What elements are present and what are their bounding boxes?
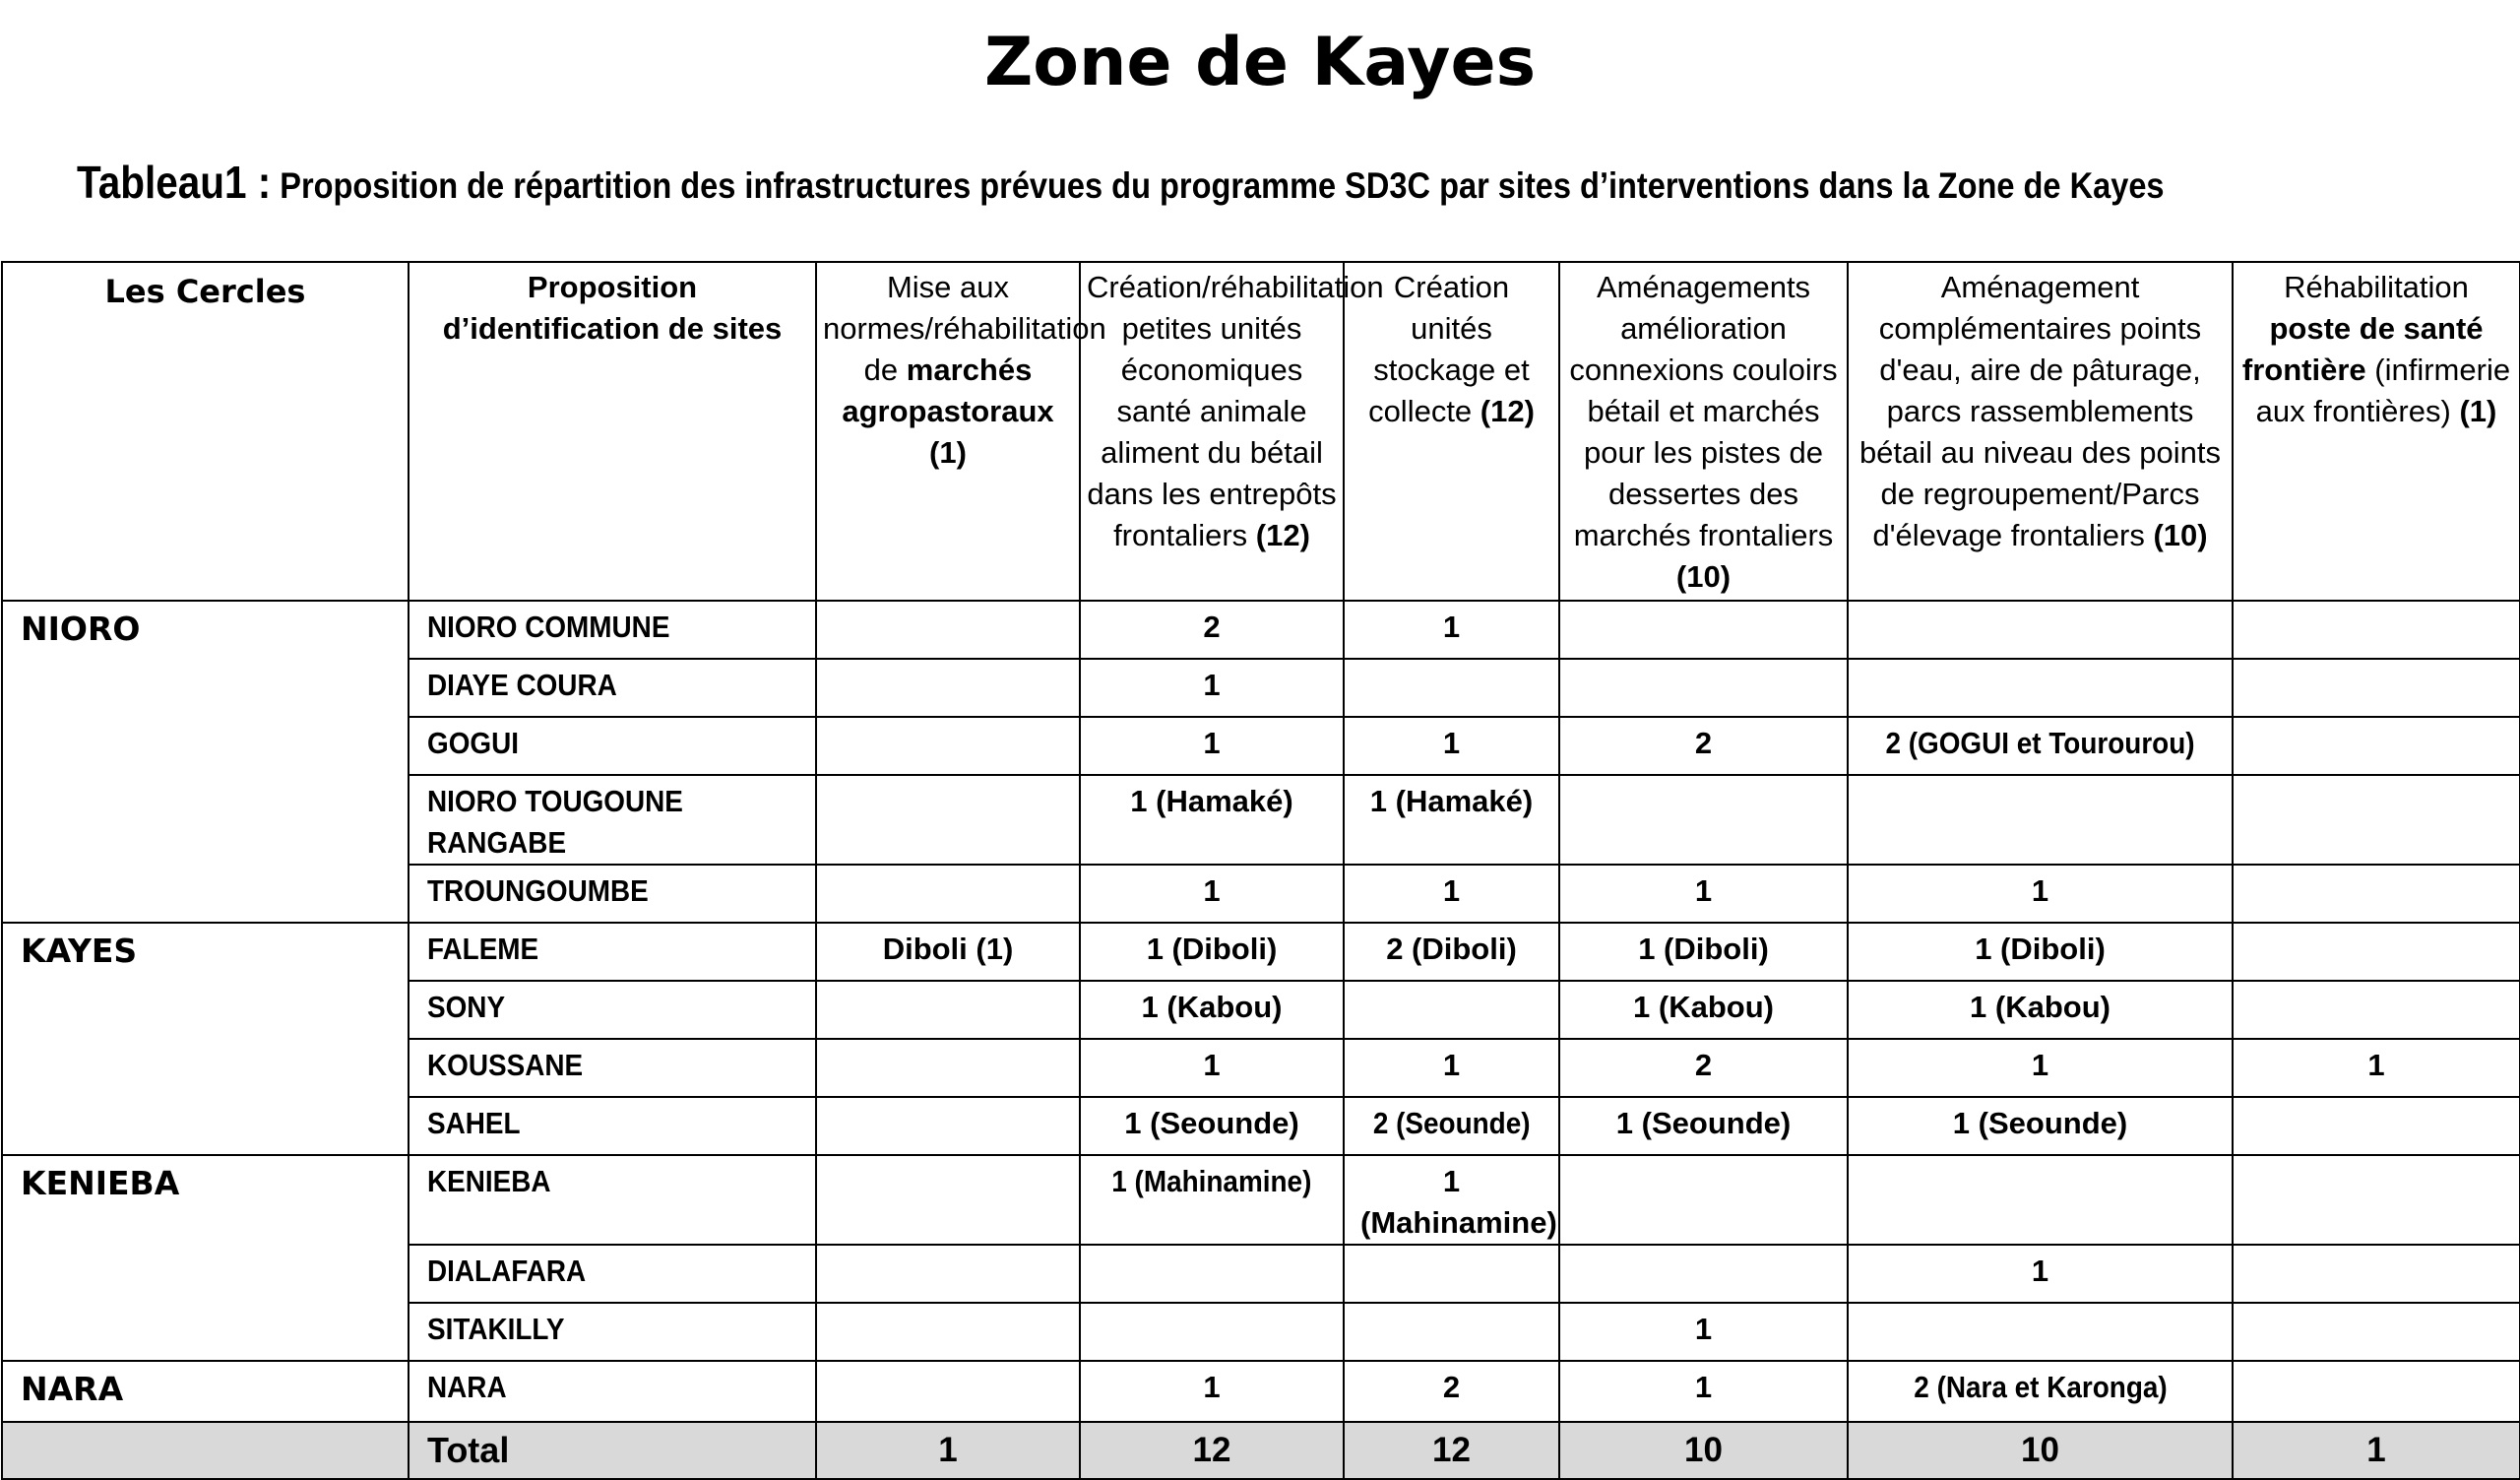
value-cell bbox=[816, 1097, 1080, 1155]
site-cell: TROUNGOUMBE bbox=[409, 865, 816, 923]
value-cell: 1 (Kabou) bbox=[1848, 981, 2233, 1039]
cercle-cell: NARA bbox=[2, 1361, 409, 1422]
site-cell: DIALAFARA bbox=[409, 1245, 816, 1303]
value-cell: 2 (Diboli) bbox=[1344, 923, 1559, 981]
value-cell bbox=[1080, 1303, 1344, 1361]
value-cell bbox=[2233, 923, 2520, 981]
value-cell: 1 (Mahinamine) bbox=[1344, 1155, 1559, 1245]
value-cell bbox=[816, 865, 1080, 923]
table-row bbox=[2, 1155, 2520, 1245]
header-poste-sante: Réhabilitation poste de santé frontière (infirmerie aux frontières) (1) bbox=[2233, 262, 2520, 601]
total-row bbox=[2, 1422, 2520, 1479]
value-cell bbox=[2233, 601, 2520, 659]
value-cell bbox=[2233, 1245, 2520, 1303]
header-stockage: Création unités stockage et collecte (12) bbox=[1344, 262, 1559, 601]
value-cell bbox=[816, 1361, 1080, 1422]
value-cell: 1 bbox=[1344, 1039, 1559, 1097]
value-cell: 1 bbox=[1080, 717, 1344, 775]
header-row bbox=[2, 262, 2520, 601]
value-cell bbox=[1344, 659, 1559, 717]
value-cell bbox=[816, 981, 1080, 1039]
cercle-cell: KENIEBA bbox=[2, 1155, 409, 1361]
value-cell bbox=[1344, 1303, 1559, 1361]
table-row bbox=[2, 601, 2520, 659]
value-cell bbox=[1344, 981, 1559, 1039]
value-cell: 1 (Kabou) bbox=[1080, 981, 1344, 1039]
value-cell bbox=[1080, 1245, 1344, 1303]
value-cell bbox=[2233, 717, 2520, 775]
site-cell: SAHEL bbox=[409, 1097, 816, 1155]
value-cell: 2 (Nara et Karonga) bbox=[1848, 1361, 2233, 1422]
value-cell bbox=[2233, 1303, 2520, 1361]
value-cell bbox=[816, 717, 1080, 775]
cercle-cell: NIORO bbox=[2, 601, 409, 923]
site-cell: NIORO COMMUNE bbox=[409, 601, 816, 659]
value-cell bbox=[2233, 865, 2520, 923]
value-cell: 1 bbox=[1848, 1039, 2233, 1097]
total-value: 12 bbox=[1080, 1422, 1344, 1479]
value-cell: 1 bbox=[1080, 1039, 1344, 1097]
value-cell bbox=[1848, 775, 2233, 865]
site-cell: SONY bbox=[409, 981, 816, 1039]
value-cell: 1 (Seounde) bbox=[1848, 1097, 2233, 1155]
value-cell bbox=[1344, 1245, 1559, 1303]
value-cell: 2 (Seounde) bbox=[1344, 1097, 1559, 1155]
infrastructure-table bbox=[1, 261, 2520, 1480]
value-cell: 2 bbox=[1080, 601, 1344, 659]
value-cell: 1 bbox=[1848, 865, 2233, 923]
table-caption bbox=[77, 156, 2190, 209]
total-value: 12 bbox=[1344, 1422, 1559, 1479]
value-cell: 1 bbox=[1080, 659, 1344, 717]
value-cell bbox=[1559, 601, 1848, 659]
header-amenagements-connexions: Aménagements amélioration connexions couloirs bétail et marchés pour les pistes de dessertes des marchés frontaliers (10) bbox=[1559, 262, 1848, 601]
site-cell: FALEME bbox=[409, 923, 816, 981]
value-cell bbox=[2233, 775, 2520, 865]
value-cell: 2 bbox=[1559, 717, 1848, 775]
header-cercles: Les Cercles bbox=[2, 262, 409, 601]
value-cell: 1 (Diboli) bbox=[1080, 923, 1344, 981]
value-cell: 1 bbox=[1344, 865, 1559, 923]
total-value: 1 bbox=[2233, 1422, 2520, 1479]
value-cell: 2 bbox=[1344, 1361, 1559, 1422]
value-cell bbox=[816, 1039, 1080, 1097]
value-cell bbox=[1848, 601, 2233, 659]
value-cell bbox=[816, 1303, 1080, 1361]
total-label: Total bbox=[409, 1422, 816, 1479]
value-cell: 1 bbox=[2233, 1039, 2520, 1097]
value-cell: 1 bbox=[1344, 601, 1559, 659]
value-cell: Diboli (1) bbox=[816, 923, 1080, 981]
site-cell: KENIEBA bbox=[409, 1155, 816, 1245]
header-marches: Mise aux normes/réhabilitation de marchés agropastoraux (1) bbox=[816, 262, 1080, 601]
value-cell: 1 bbox=[1848, 1245, 2233, 1303]
value-cell bbox=[2233, 1361, 2520, 1422]
value-cell bbox=[1559, 659, 1848, 717]
total-value: 1 bbox=[816, 1422, 1080, 1479]
caption-lead: Tableau1 : bbox=[77, 157, 272, 208]
value-cell: 1 bbox=[1344, 717, 1559, 775]
value-cell bbox=[1848, 1155, 2233, 1245]
total-value: 10 bbox=[1848, 1422, 2233, 1479]
value-cell bbox=[816, 1155, 1080, 1245]
site-cell: NARA bbox=[409, 1361, 816, 1422]
table-row bbox=[2, 923, 2520, 981]
site-cell: NIORO TOUGOUNE RANGABE bbox=[409, 775, 816, 865]
value-cell: 1 (Hamaké) bbox=[1080, 775, 1344, 865]
value-cell bbox=[2233, 981, 2520, 1039]
header-points-eau: Aménagement complémentaires points d'eau, aire de pâturage, parcs rassemblements bétail au niveau des points de regroupement/Parcs d'élevage frontaliers (10) bbox=[1848, 262, 2233, 601]
value-cell bbox=[1559, 1155, 1848, 1245]
header-sites: Proposition d’identification de sites bbox=[409, 262, 816, 601]
value-cell: 1 (Diboli) bbox=[1559, 923, 1848, 981]
value-cell bbox=[1559, 775, 1848, 865]
caption-text: Proposition de répartition des infrastructures prévues du programme SD3C par sites d’interventions dans la Zone de Kayes bbox=[271, 165, 2165, 206]
value-cell: 2 bbox=[1559, 1039, 1848, 1097]
total-empty-cell bbox=[2, 1422, 409, 1479]
table-row bbox=[2, 1361, 2520, 1422]
value-cell bbox=[816, 775, 1080, 865]
value-cell: 1 bbox=[1559, 1361, 1848, 1422]
value-cell bbox=[1848, 659, 2233, 717]
value-cell bbox=[1559, 1245, 1848, 1303]
value-cell: 1 (Seounde) bbox=[1080, 1097, 1344, 1155]
value-cell: 1 (Kabou) bbox=[1559, 981, 1848, 1039]
site-cell: SITAKILLY bbox=[409, 1303, 816, 1361]
page-title: Zone de Kayes bbox=[983, 24, 1537, 101]
site-cell: KOUSSANE bbox=[409, 1039, 816, 1097]
value-cell: 1 (Mahinamine) bbox=[1080, 1155, 1344, 1245]
value-cell bbox=[816, 659, 1080, 717]
site-cell: GOGUI bbox=[409, 717, 816, 775]
header-unites-economiques: Création/réhabilitation petites unités économiques santé animale aliment du bétail dans les entrepôts frontaliers (12) bbox=[1080, 262, 1344, 601]
cercle-cell: KAYES bbox=[2, 923, 409, 1155]
value-cell bbox=[816, 1245, 1080, 1303]
value-cell bbox=[2233, 1097, 2520, 1155]
value-cell: 1 (Seounde) bbox=[1559, 1097, 1848, 1155]
value-cell bbox=[2233, 1155, 2520, 1245]
value-cell: 1 bbox=[1080, 1361, 1344, 1422]
value-cell: 1 bbox=[1559, 865, 1848, 923]
value-cell: 2 (GOGUI et Tourourou) bbox=[1848, 717, 2233, 775]
value-cell bbox=[816, 601, 1080, 659]
value-cell bbox=[1848, 1303, 2233, 1361]
value-cell: 1 (Hamaké) bbox=[1344, 775, 1559, 865]
value-cell: 1 bbox=[1080, 865, 1344, 923]
value-cell: 1 (Diboli) bbox=[1848, 923, 2233, 981]
site-cell: DIAYE COURA bbox=[409, 659, 816, 717]
value-cell bbox=[2233, 659, 2520, 717]
total-value: 10 bbox=[1559, 1422, 1848, 1479]
value-cell: 1 bbox=[1559, 1303, 1848, 1361]
